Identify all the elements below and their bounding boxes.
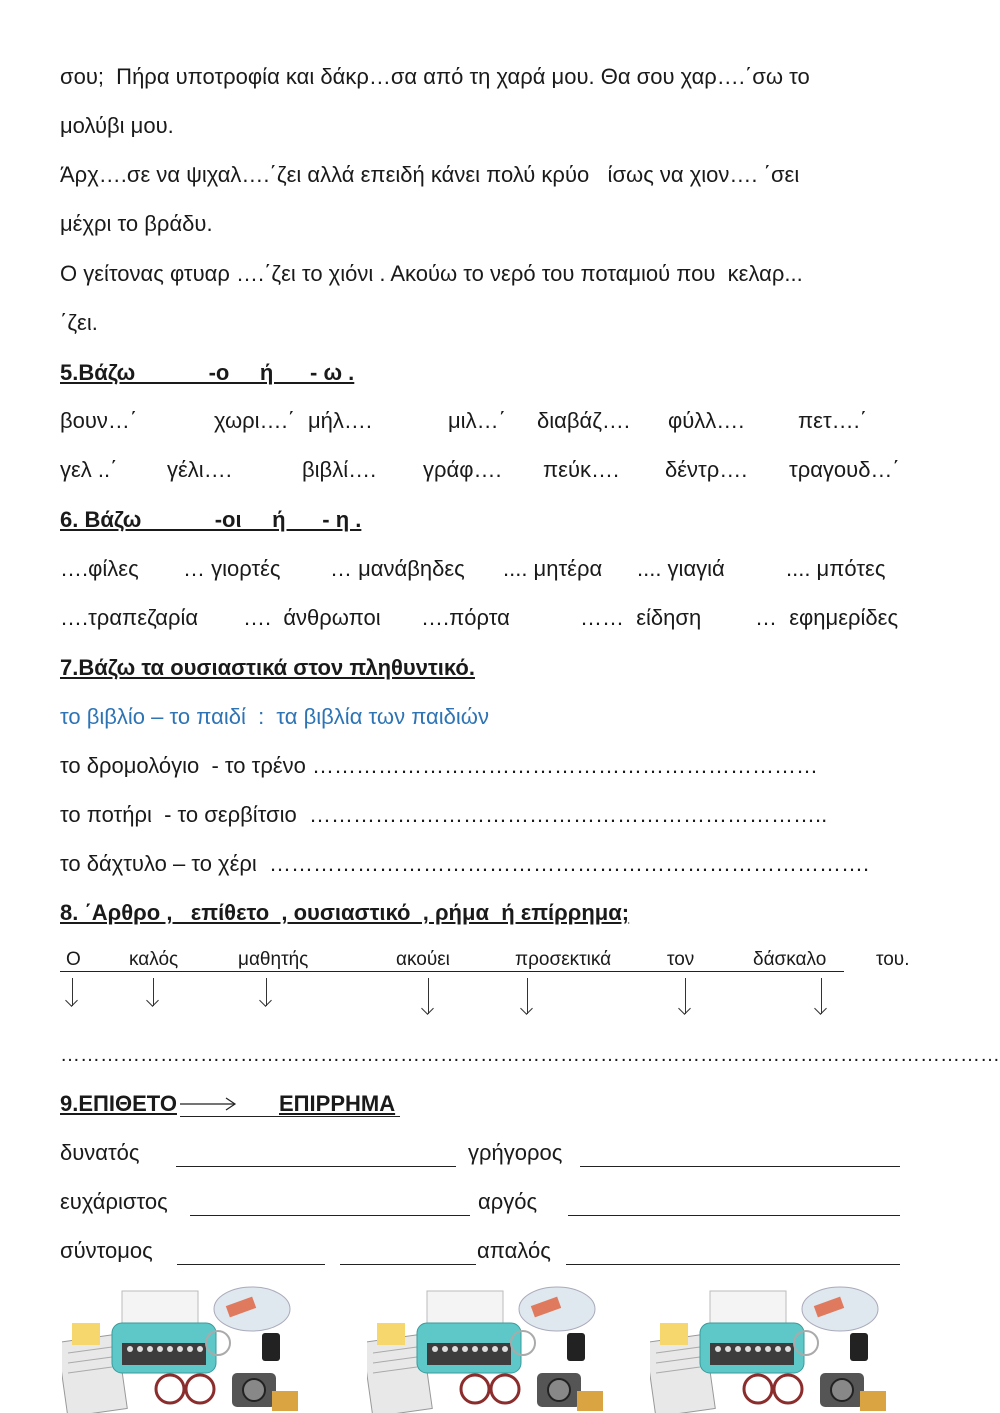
fill-word: ….πόρτα xyxy=(421,605,510,630)
fill-word: γέλι…. xyxy=(167,457,232,482)
sentence-word: δάσκαλο xyxy=(753,949,827,970)
arrow-right-icon xyxy=(180,1096,240,1112)
fill-word: δέντρ…. xyxy=(665,457,748,482)
fill-word: … μανάβηδες xyxy=(330,556,465,581)
intro-line: Ο γείτονας φτυαρ ….΄ζει το χιόνι . Ακούω το νερό του ποταμιού που κελαρ... xyxy=(60,261,803,286)
desk-clipart-image xyxy=(62,1283,298,1413)
fill-word: χωρι….΄ xyxy=(214,408,295,433)
answer-dotted-line: …………………………………………………………………………………………………………………………… xyxy=(60,1044,1000,1066)
intro-line: ΄ζει. xyxy=(60,310,98,335)
desk-clipart-image xyxy=(367,1283,603,1413)
exercise-9-title-left: 9.ΕΠΙΘΕΤΟ xyxy=(60,1091,177,1116)
sentence-word: Ο xyxy=(66,949,81,970)
down-arrow-icon xyxy=(72,978,73,1006)
fill-word: μιλ…΄ xyxy=(448,408,506,433)
answer-blank[interactable] xyxy=(568,1215,900,1216)
adjective-word: ευχάριστος xyxy=(60,1189,168,1214)
fill-word: βουν…΄ xyxy=(60,408,138,433)
adjective-word: γρήγορος xyxy=(468,1140,563,1165)
fill-word: τραγουδ…΄ xyxy=(789,457,900,482)
adjective-word: αργός xyxy=(478,1189,538,1214)
sentence-word: καλός xyxy=(129,949,179,970)
adjective-word: σύντομος xyxy=(60,1238,153,1263)
adjective-word: απαλός xyxy=(477,1238,551,1263)
intro-line: μέχρι το βράδυ. xyxy=(60,211,213,236)
answer-blank[interactable] xyxy=(340,1264,476,1265)
fill-word: .... μπότες xyxy=(786,556,886,581)
down-arrow-icon xyxy=(153,978,154,1006)
fill-word: …. άνθρωποι xyxy=(243,605,381,630)
adjective-word: δυνατός xyxy=(60,1140,140,1165)
answer-blank[interactable] xyxy=(580,1166,900,1167)
example-line: το βιβλίο – το παιδί : τα βιβλία των παιδιών xyxy=(60,704,489,729)
down-arrow-icon xyxy=(685,978,686,1014)
plural-item: το δρομολόγιο - το τρένο …………………………………………………………… xyxy=(60,753,818,778)
exercise-7-title: 7.Βάζω τα ουσιαστικά στον πληθυντικό. xyxy=(60,655,475,680)
fill-word: ….τραπεζαρία xyxy=(60,605,199,630)
fill-word: .... γιαγιά xyxy=(637,556,725,581)
desk-clipart-image xyxy=(650,1283,886,1413)
down-arrow-icon xyxy=(821,978,822,1014)
fill-word: γελ ..΄ xyxy=(60,457,118,482)
fill-word: ….φίλες xyxy=(60,556,139,581)
fill-word: …… είδηση xyxy=(580,605,702,630)
exercise-5-title: 5.Βάζω -ο ή - ω . xyxy=(60,360,355,385)
sentence-word: μαθητής xyxy=(238,949,309,970)
down-arrow-icon xyxy=(266,978,267,1006)
fill-word: .... μητέρα xyxy=(503,556,603,581)
intro-line: μολύβι μου. xyxy=(60,113,174,138)
fill-word: πεύκ…. xyxy=(543,457,620,482)
title-underline xyxy=(180,1116,400,1117)
answer-blank[interactable] xyxy=(566,1264,900,1265)
sentence-underline xyxy=(60,971,844,972)
fill-word: γράφ…. xyxy=(423,457,502,482)
intro-line: Άρχ….σε να ψιχαλ….΄ζει αλλά επειδή κάνει πολύ κρύο ίσως να χιον…. ΄σει xyxy=(60,162,800,187)
intro-line: σου; Πήρα υποτροφία και δάκρ…σα από τη χαρά μου. Θα σου χαρ….΄σω το xyxy=(60,64,810,89)
answer-blank[interactable] xyxy=(190,1215,470,1216)
sentence-word: του. xyxy=(876,949,910,970)
plural-item: το ποτήρι - το σερβίτσιο …………………………………………………………….. xyxy=(60,802,828,827)
fill-word: … γιορτές xyxy=(183,556,281,581)
sentence-word: τον xyxy=(667,949,695,970)
fill-word: μήλ…. xyxy=(308,408,373,433)
fill-word: φύλλ…. xyxy=(668,408,745,433)
exercise-6-title: 6. Βάζω -οι ή - η . xyxy=(60,507,362,532)
answer-blank[interactable] xyxy=(177,1264,325,1265)
fill-word: … εφημερίδες xyxy=(755,605,899,630)
fill-word: βιβλί…. xyxy=(302,457,377,482)
plural-item: το δάχτυλο – το χέρι ………………………………………………………………………. xyxy=(60,851,870,876)
fill-word: πετ….΄ xyxy=(798,408,868,433)
down-arrow-icon xyxy=(527,978,528,1014)
exercise-8-title: 8. ΄Αρθρο , επίθετο , ουσιαστικό , ρήμα ή επίρρημα; xyxy=(60,900,630,925)
down-arrow-icon xyxy=(428,978,429,1014)
fill-word: διαβάζ…. xyxy=(537,408,631,433)
answer-blank[interactable] xyxy=(176,1166,456,1167)
exercise-9-title-right: ΕΠΙΡΡΗΜΑ xyxy=(279,1091,396,1116)
sentence-word: προσεκτικά xyxy=(515,949,612,970)
sentence-word: ακούει xyxy=(396,949,450,970)
